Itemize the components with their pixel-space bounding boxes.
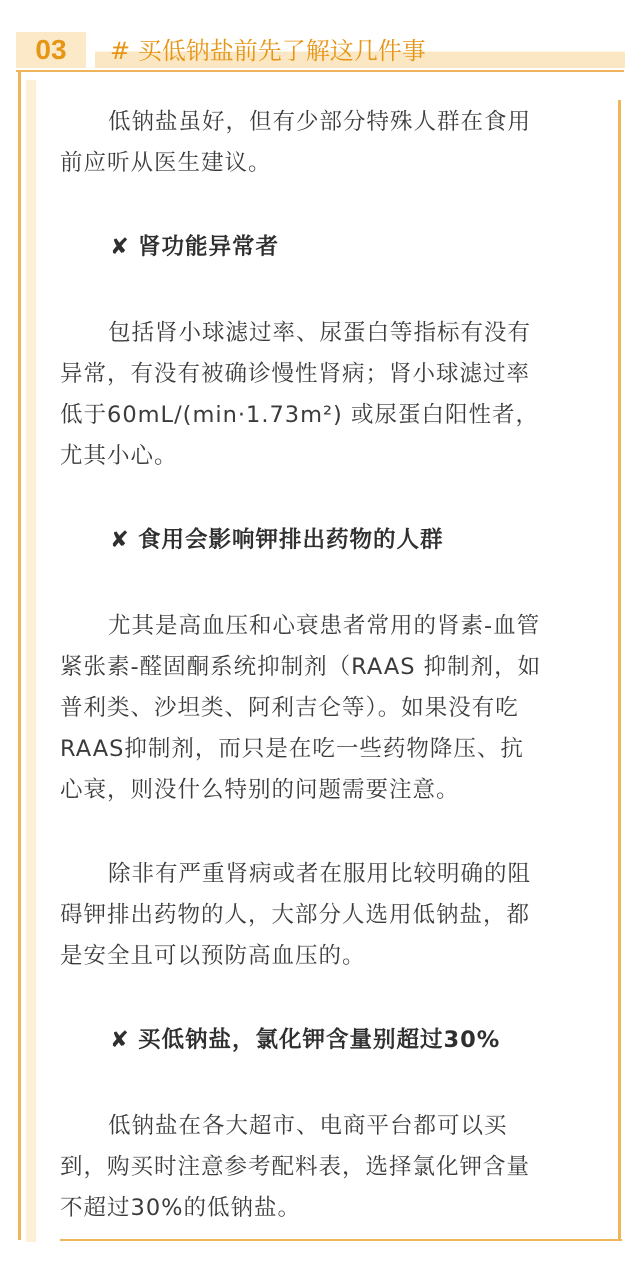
heading-kidney-text: 肾功能异常者 [138,234,280,260]
cross-mark-icon: ✘ [110,234,130,260]
heading-drug-text: 食用会影响钾排出药物的人群 [138,527,444,553]
article-body [60,102,600,1229]
frame-right-border [618,100,621,1240]
safe-line: 除非有严重肾病或者在服用比较明确的阻 [108,861,532,887]
intro-line: 前应听从医生建议。 [60,150,272,176]
buy-line: 到，购买时注意参考配料表，选择氯化钾含量 [60,1154,531,1180]
kidney-line: 异常，有没有被确诊慢性肾病；肾小球滤过率 [60,361,531,387]
frame-left-shadow [26,80,36,1242]
buy-line: 不超过30%的低钠盐。 [60,1195,302,1221]
safe-line: 是安全且可以预防高血压的。 [60,943,366,969]
drug-line: 紧张素-醛固酮系统抑制剂（RAAS 抑制剂，如 [60,654,542,680]
drug-line: 心衰，则没什么特别的问题需要注意。 [60,777,460,803]
heading-kidney [60,227,600,268]
kidney-line: 低于60mL/(min·1.73m²) 或尿蛋白阳性者， [60,402,539,428]
frame-top-border [16,70,624,72]
drug-line: 普利类、沙坦类、阿利吉仑等）。如果没有吃 [60,695,519,721]
drug-line: RAAS抑制剂，而只是在吃一些药物降压、抗 [60,736,524,762]
buy-line: 低钠盐在各大超市、电商平台都可以买 [108,1113,508,1139]
cross-mark-icon: ✘ [110,527,130,553]
kidney-line: 包括肾小球滤过率、尿蛋白等指标有没有 [108,320,532,346]
frame-bottom-border [60,1239,622,1241]
kidney-line: 尤其小心。 [60,443,178,469]
heading-drug [60,520,600,561]
section-number-badge: 03 [16,32,86,68]
intro-line: 低钠盐虽好，但有少部分特殊人群在食用 [108,109,532,135]
frame-left-border [18,72,21,1240]
heading-buy [60,1020,600,1061]
cross-mark-icon: ✘ [110,1027,130,1053]
heading-buy-text: 买低钠盐，氯化钾含量别超过30% [138,1027,501,1053]
safe-line: 碍钾排出药物的人，大部分人选用低钠盐，都 [60,902,531,928]
section-title: # 买低钠盐前先了解这几件事 [110,37,426,65]
drug-line: 尤其是高血压和心衰患者常用的肾素-血管 [108,613,541,639]
